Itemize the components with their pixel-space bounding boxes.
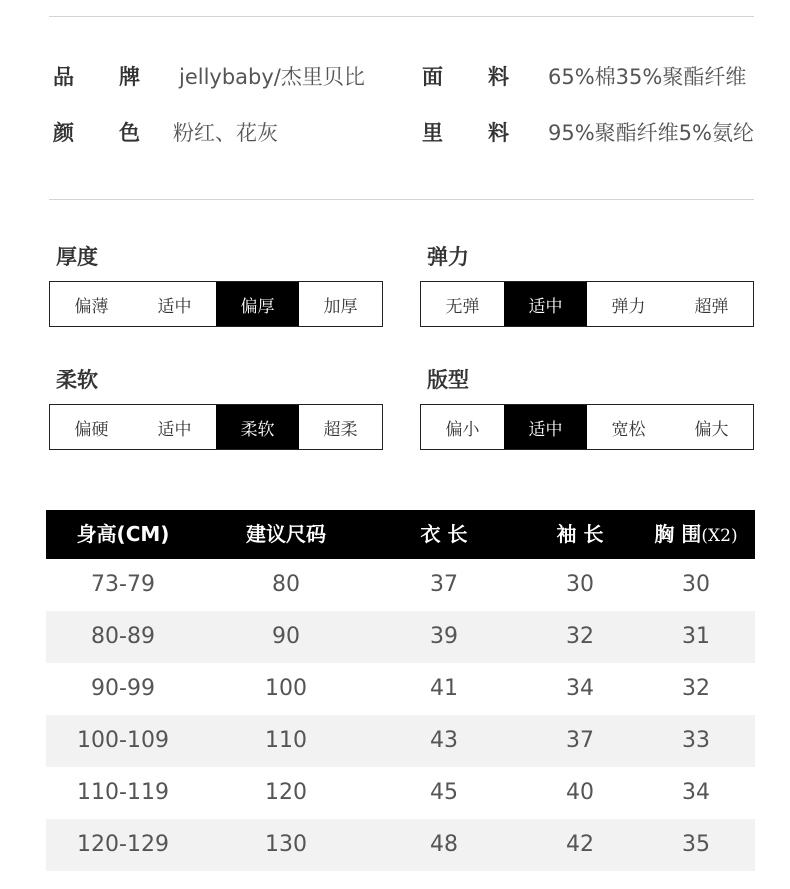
table-cell: 73-79	[91, 572, 155, 597]
table-cell: 34	[682, 780, 710, 805]
table-row	[46, 559, 755, 611]
table-cell: 30	[566, 572, 594, 597]
table-cell: 32	[566, 624, 594, 649]
table-cell: 40	[566, 780, 594, 805]
attribute-scale	[49, 281, 383, 327]
table-cell: 100-109	[77, 728, 169, 753]
spec-value-fabric: 65%棉35%聚酯纤维	[548, 65, 747, 89]
spec-value-brand: jellybaby/杰里贝比	[179, 65, 365, 89]
table-header	[46, 510, 755, 559]
table-cell: 110	[265, 728, 307, 753]
size-table	[46, 510, 755, 871]
table-cell: 42	[566, 832, 594, 857]
header-size: 建议尺码	[246, 522, 326, 546]
scale-option: 偏薄	[74, 296, 109, 317]
scale-option: 适中	[504, 282, 587, 326]
header-length: 衣 长	[420, 522, 468, 546]
table-cell: 90	[272, 624, 300, 649]
table-cell: 37	[566, 728, 594, 753]
table-cell: 41	[430, 676, 458, 701]
attribute-title: 版型	[427, 368, 469, 392]
scale-option: 适中	[157, 296, 192, 317]
spec-value-lining: 95%聚酯纤维5%氨纶	[548, 121, 754, 145]
table-cell: 35	[682, 832, 710, 857]
table-row	[46, 819, 755, 871]
table-cell: 130	[265, 832, 307, 857]
scale-option: 偏大	[694, 419, 729, 440]
header-chest: 胸 围(X2)	[654, 522, 738, 546]
attribute-scale	[420, 281, 754, 327]
table-cell: 31	[682, 624, 710, 649]
middle-divider	[49, 199, 754, 200]
table-cell: 48	[430, 832, 458, 857]
table-row	[46, 715, 755, 767]
header-sleeve: 袖 长	[556, 522, 604, 546]
table-cell: 120-129	[77, 832, 169, 857]
scale-option: 宽松	[611, 419, 646, 440]
attribute-title: 柔软	[56, 368, 98, 392]
table-row	[46, 611, 755, 663]
header-height: 身高(CM)	[76, 522, 170, 546]
scale-option: 超弹	[694, 296, 729, 317]
table-cell: 90-99	[91, 676, 155, 701]
table-row	[46, 663, 755, 715]
table-cell: 37	[430, 572, 458, 597]
attribute-title: 弹力	[427, 245, 469, 269]
table-cell: 110-119	[77, 780, 169, 805]
attribute-title: 厚度	[56, 245, 98, 269]
scale-option: 适中	[157, 419, 192, 440]
scale-option: 弹力	[611, 296, 646, 317]
table-row	[46, 767, 755, 819]
spec-value-color: 粉红、花灰	[173, 121, 278, 145]
table-cell: 33	[682, 728, 710, 753]
scale-option: 偏小	[445, 419, 480, 440]
table-cell: 39	[430, 624, 458, 649]
scale-option: 柔软	[216, 405, 299, 449]
attribute-scale	[420, 404, 754, 450]
table-cell: 32	[682, 676, 710, 701]
table-cell: 43	[430, 728, 458, 753]
scale-option: 加厚	[323, 296, 358, 317]
table-body	[46, 559, 755, 871]
top-divider	[49, 16, 754, 17]
table-cell: 45	[430, 780, 458, 805]
scale-option: 超柔	[323, 419, 358, 440]
table-cell: 120	[265, 780, 307, 805]
table-cell: 30	[682, 572, 710, 597]
table-cell: 80-89	[91, 624, 155, 649]
scale-option: 偏硬	[74, 419, 109, 440]
table-cell: 80	[272, 572, 300, 597]
scale-option: 适中	[504, 405, 587, 449]
scale-option: 无弹	[445, 296, 480, 317]
table-cell: 100	[265, 676, 307, 701]
table-cell: 34	[566, 676, 594, 701]
attribute-scale	[49, 404, 383, 450]
scale-option: 偏厚	[216, 282, 299, 326]
